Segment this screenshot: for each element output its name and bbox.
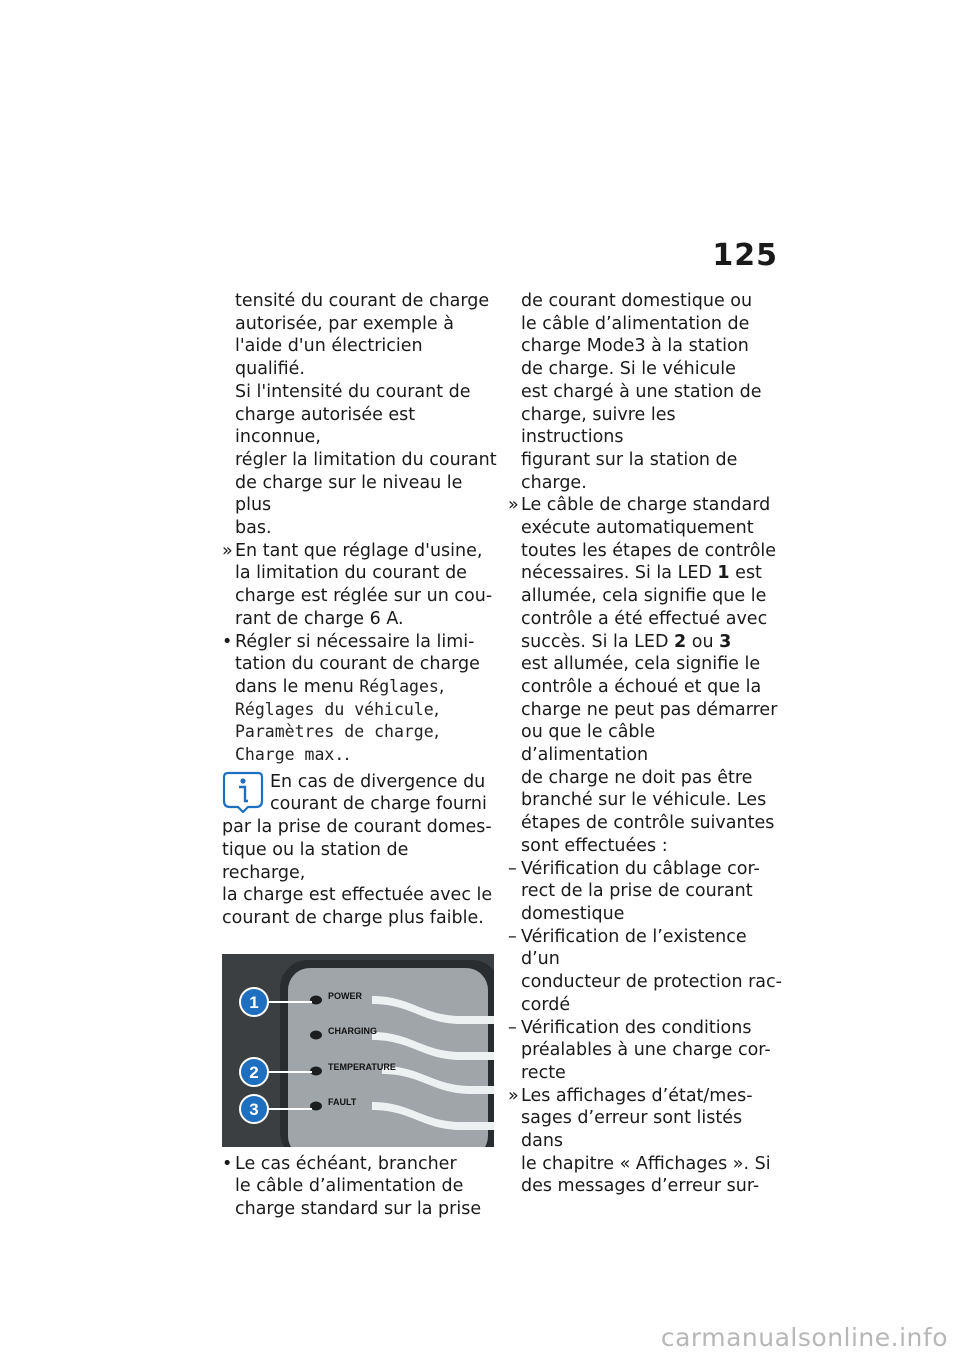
text-line: Le cas échéant, brancher [235,1153,457,1174]
info-note [222,771,497,930]
led-label-temperature: TEMPERATURE [328,1061,396,1072]
text-line: l'aide d'un électricien qualifié. [235,336,423,380]
text-fragment: ou [686,631,720,652]
text-line: bas. [235,518,272,539]
intro-paragraph [222,290,497,540]
text-line: domestique [521,903,625,924]
text-line: Le câble de charge standard [521,495,771,516]
result-marker: » [222,540,233,561]
watermark: carmanualsonline.info [660,1323,948,1352]
text-line: de charge. Si le véhicule [521,359,736,380]
text-line: rant de charge 6 A. [235,608,404,629]
page-number: 125 [712,238,778,273]
continued-paragraph [508,290,783,494]
text-line: branché sur le véhicule. Les [521,790,767,811]
text-line: Vérification du câblage cor- [521,858,760,879]
text-line: courant de charge fourni [270,794,487,815]
text-line: rect de la prise de courant [521,881,753,902]
action-item-connect-cable [222,1153,497,1221]
text-line: est chargé à une station de [521,381,762,402]
text-line [521,631,783,654]
text-line: de courant domestique ou [521,291,753,311]
info-icon [222,771,264,813]
callout-3: 3 [249,1099,259,1119]
text-line: tique ou la station de recharge, [222,839,409,883]
text-line: charge autorisée est inconnue, [235,404,416,448]
text-line: Si l'intensité du courant de [235,381,471,402]
text-line: toutes les étapes de contrôle [521,540,777,561]
menu-item-charge-max: Charge max. [235,745,345,765]
led-reference-3: 3 [719,631,732,652]
led-label-power: POWER [328,990,363,1001]
charger-led-figure [222,954,494,1147]
text-line: Les affichages d’état/mes- [521,1085,753,1106]
menu-item-reglages-vehicule: Réglages du véhicule [235,699,434,719]
text-line: des messages d’erreur sur- [521,1176,760,1197]
text-line: de charge ne doit pas être [521,767,753,788]
check-item-preconditions [508,1017,783,1085]
text-line: cordé [521,994,571,1015]
callout-2: 2 [249,1062,259,1082]
text-line: tensité du courant de charge [235,291,490,311]
text-line: dans le menu [235,676,354,697]
result-marker: » [508,1085,519,1106]
menu-separator: , [433,699,440,720]
text-line: la limitation du courant de [235,563,467,584]
led-label-charging: CHARGING [328,1025,377,1036]
right-column [508,290,783,1198]
menu-path-line [235,744,497,767]
led-reference-2: 2 [674,631,687,652]
dash-marker: – [508,1017,517,1038]
text-line: Vérification des conditions [521,1017,752,1038]
text-line: étapes de contrôle suivantes [521,813,775,834]
menu-separator: , [438,676,445,697]
result-marker: » [508,495,519,516]
text-line: le câble d’alimentation de [235,1176,464,1197]
text-line [521,562,783,585]
text-line: charge, suivre les instructions [521,404,676,448]
text-line: charge est réglée sur un cou- [235,586,493,607]
callout-1: 1 [249,992,259,1012]
text-line: En cas de divergence du [270,771,486,792]
bullet-marker: • [222,631,233,652]
result-item-factory-setting [222,540,497,631]
text-line: le câble d’alimentation de [521,313,750,334]
text-line: Vérification de l’existence d’un [521,926,747,970]
text-line: En tant que réglage d'usine, [235,540,483,561]
menu-path-line [235,699,497,722]
text-line: la charge est effectuée avec le [222,885,493,906]
text-line: courant de charge plus faible. [222,907,484,928]
text-line: sont effectuées : [521,835,668,856]
text-line: charge ne peut pas démarrer [521,699,778,720]
check-item-protective-conductor [508,926,783,1017]
text-line: ou que le câble d’alimentation [521,722,656,766]
bullet-marker: • [222,1153,233,1174]
result-item-standard-cable [508,494,783,857]
text-line: charge. [521,472,587,493]
text-line: Régler si nécessaire la limi- [235,631,475,652]
text-line: autorisée, par exemple à [235,313,454,334]
text-line: exécute automatiquement [521,518,754,539]
menu-separator: , [433,722,440,743]
text-line: par la prise de courant domes- [222,817,492,838]
menu-path-line [235,676,497,699]
text-fragment: est [729,563,762,584]
text-line: le chapitre « Affichages ». Si [521,1153,771,1174]
text-line: de charge sur le niveau le plus [235,472,463,516]
text-line: charge Mode3 à la station [521,336,749,357]
sentence-end: . [344,745,350,766]
led-reference-1: 1 [717,563,730,584]
dash-marker: – [508,926,517,947]
text-line: préalables à une charge cor- [521,1040,771,1061]
text-line: régler la limitation du courant [235,449,497,470]
text-line: recte [521,1062,566,1083]
menu-item-reglages: Réglages [359,676,439,696]
text-line: conducteur de protection rac- [521,972,782,993]
text-line: contrôle a échoué et que la [521,676,762,697]
action-item-set-limit [222,631,497,767]
text-line: contrôle a été effectué avec [521,608,768,629]
text-fragment: nécessaires. Si la LED [521,563,718,584]
result-item-status-messages [508,1085,783,1199]
menu-item-parametres-charge: Paramètres de charge [235,722,434,742]
menu-path-line [235,721,497,744]
text-line: sages d’erreur sont listés dans [521,1108,743,1152]
text-fragment: succès. Si la LED [521,631,674,652]
text-line: charge standard sur la prise [235,1199,482,1220]
text-line: est allumée, cela signifie le [521,654,761,675]
check-item-wiring [508,858,783,926]
dash-marker: – [508,858,517,879]
led-label-fault: FAULT [328,1096,357,1107]
text-line: tation du courant de charge [235,654,480,675]
left-column [222,290,497,1221]
charger-led-illustration [222,954,494,1147]
text-line: figurant sur la station de [521,449,738,470]
text-line: allumée, cela signifie que le [521,586,767,607]
